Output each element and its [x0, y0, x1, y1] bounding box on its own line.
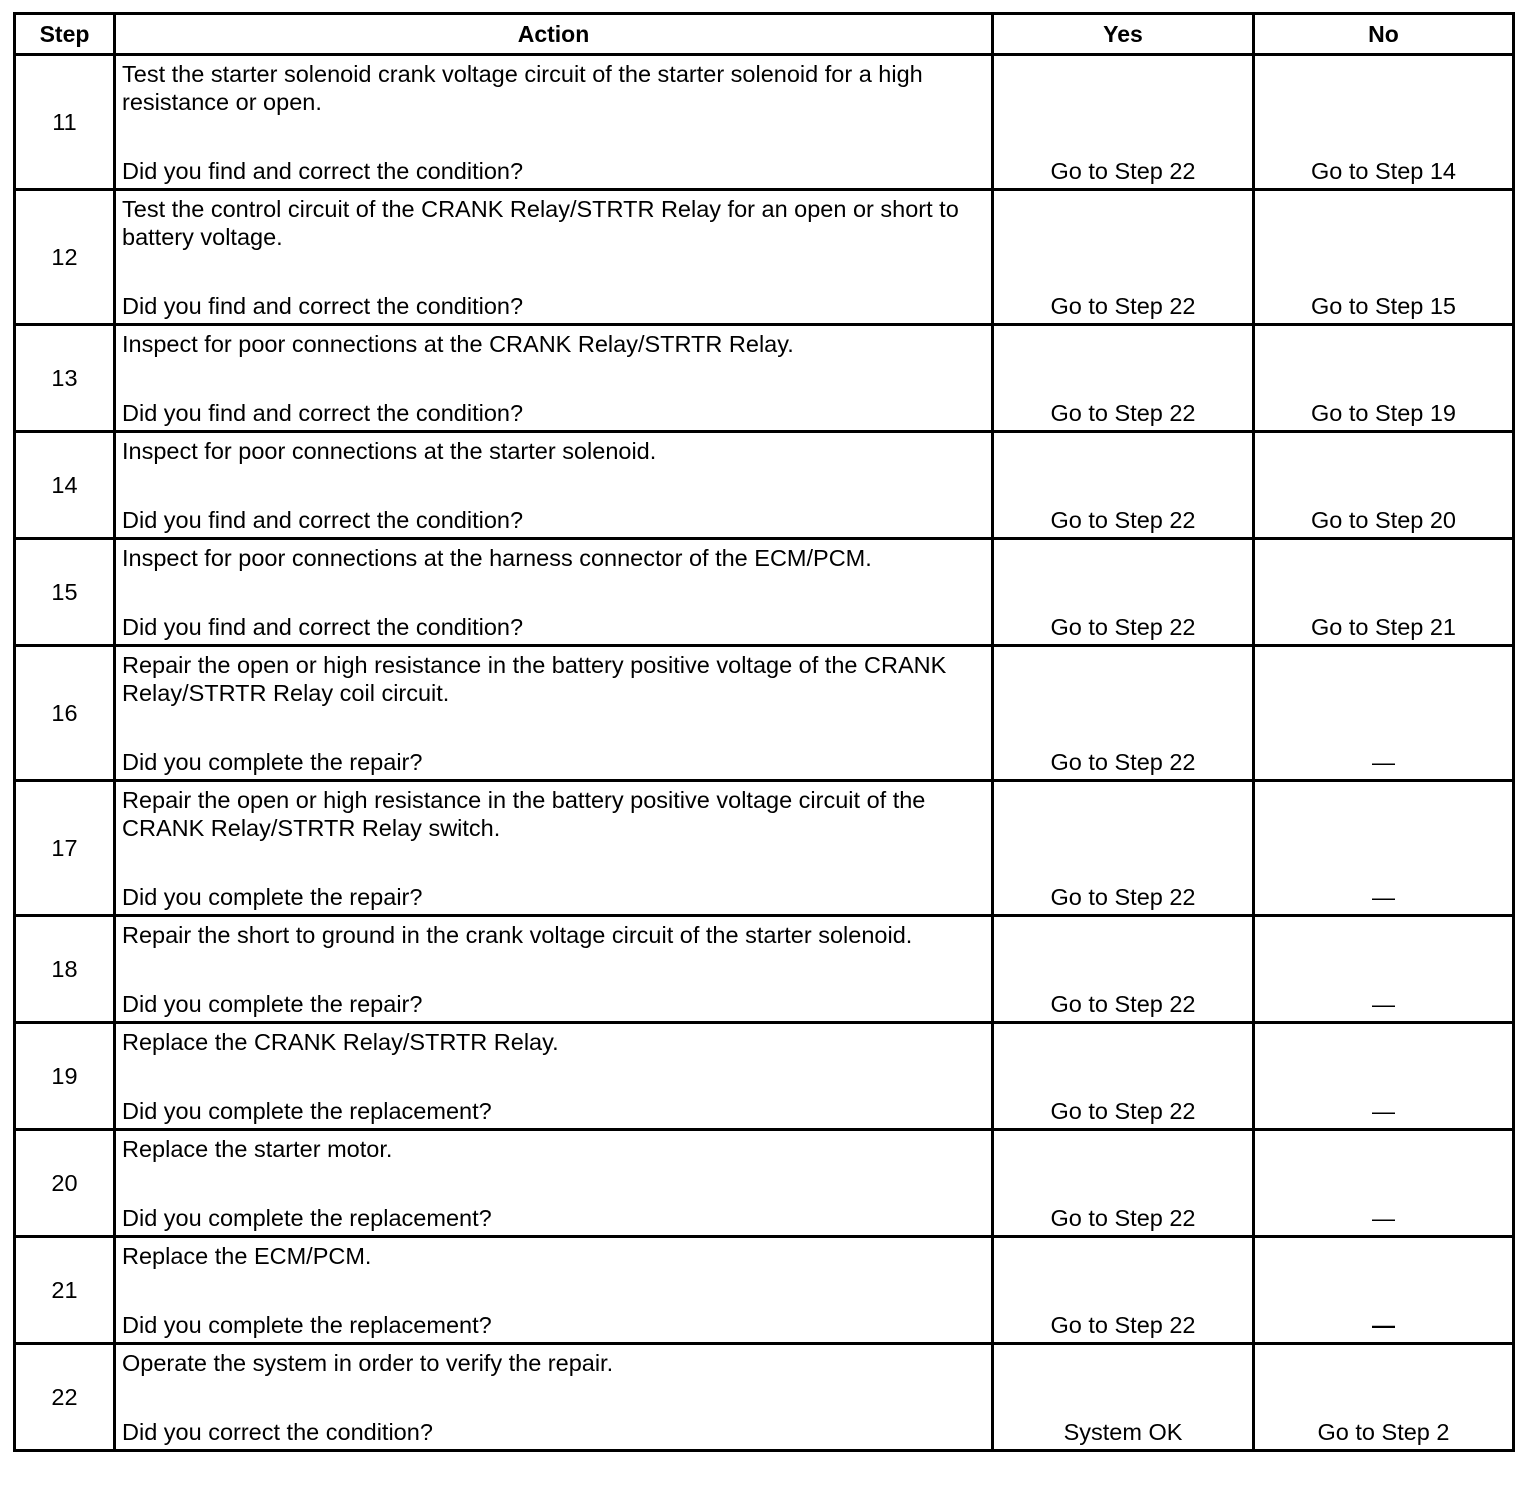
no-result: —: [1372, 1312, 1395, 1338]
yes-result: Go to Step 22: [1050, 507, 1196, 533]
action-cell: [115, 432, 993, 539]
yes-cell: [993, 1344, 1254, 1451]
action-question: Did you find and correct the condition?: [122, 293, 524, 319]
yes-result: Go to Step 22: [1050, 293, 1196, 319]
no-result: Go to Step 15: [1310, 293, 1457, 319]
yes-result: Go to Step 22: [1050, 749, 1196, 775]
no-result: Go to Step 19: [1310, 400, 1457, 426]
action-question: Did you complete the repair?: [122, 884, 423, 910]
action-question: Did you find and correct the condition?: [122, 614, 524, 640]
no-cell: [1254, 1344, 1514, 1451]
action-question: Did you complete the replacement?: [122, 1098, 492, 1124]
yes-result: Go to Step 22: [1050, 884, 1196, 910]
no-cell: [1254, 325, 1514, 432]
table-row: [15, 539, 1514, 646]
table-row: [15, 55, 1514, 190]
step-number: 14: [15, 432, 115, 539]
table-row: [15, 325, 1514, 432]
yes-result: System OK: [1063, 1419, 1183, 1445]
action-question: Did you complete the repair?: [122, 749, 423, 775]
no-cell: [1254, 1237, 1514, 1344]
yes-cell: [993, 190, 1254, 325]
no-cell: [1254, 190, 1514, 325]
step-number: 15: [15, 539, 115, 646]
action-text: Inspect for poor connections at the starter solenoid.: [122, 438, 657, 464]
no-result: —: [1372, 991, 1395, 1017]
step-number: 16: [15, 646, 115, 781]
yes-cell: [993, 325, 1254, 432]
yes-cell: [993, 432, 1254, 539]
step-number: 17: [15, 781, 115, 916]
action-text: Test the control circuit of the CRANK Relay/STRTR Relay for an open or short to battery voltage.: [122, 196, 959, 250]
action-question: Did you complete the repair?: [122, 991, 423, 1017]
yes-result: Go to Step 22: [1050, 400, 1196, 426]
action-cell: [115, 1130, 993, 1237]
yes-cell: [993, 781, 1254, 916]
no-result: Go to Step 20: [1310, 507, 1457, 533]
action-text: Inspect for poor connections at the CRANK Relay/STRTR Relay.: [122, 331, 794, 357]
yes-cell: [993, 1130, 1254, 1237]
action-cell: [115, 1023, 993, 1130]
action-text: Replace the CRANK Relay/STRTR Relay.: [122, 1029, 559, 1055]
table-row: [15, 1344, 1514, 1451]
yes-result: Go to Step 22: [1050, 614, 1196, 640]
action-cell: [115, 325, 993, 432]
table-row: [15, 1130, 1514, 1237]
action-question: Did you find and correct the condition?: [122, 158, 524, 184]
yes-cell: [993, 539, 1254, 646]
yes-cell: [993, 55, 1254, 190]
no-cell: [1254, 1130, 1514, 1237]
no-result: —: [1372, 884, 1395, 910]
diagnostic-table: [13, 12, 1515, 1452]
action-text: Replace the ECM/PCM.: [122, 1243, 372, 1269]
action-text: Replace the starter motor.: [122, 1136, 393, 1162]
no-result: Go to Step 2: [1317, 1419, 1450, 1445]
action-question: Did you find and correct the condition?: [122, 507, 524, 533]
yes-result: Go to Step 22: [1050, 1098, 1196, 1124]
yes-cell: [993, 1237, 1254, 1344]
yes-result: Go to Step 22: [1050, 991, 1196, 1017]
action-cell: [115, 781, 993, 916]
no-result: —: [1372, 1098, 1395, 1124]
step-number: 12: [15, 190, 115, 325]
step-number: 11: [15, 55, 115, 190]
action-question: Did you complete the replacement?: [122, 1205, 492, 1231]
no-result: —: [1372, 749, 1395, 775]
action-cell: [115, 1237, 993, 1344]
yes-cell: [993, 646, 1254, 781]
step-number: 13: [15, 325, 115, 432]
action-text: Repair the open or high resistance in the battery positive voltage circuit of the CRANK Relay/STRTR Relay switch.: [122, 787, 926, 841]
action-text: Operate the system in order to verify the repair.: [122, 1350, 614, 1376]
action-text: Test the starter solenoid crank voltage circuit of the starter solenoid for a high resistance or open.: [122, 61, 923, 115]
action-question: Did you correct the condition?: [122, 1419, 433, 1445]
action-cell: [115, 646, 993, 781]
action-text: Repair the open or high resistance in the battery positive voltage of the CRANK Relay/STRTR Relay coil circuit.: [122, 652, 947, 706]
step-number: 21: [15, 1237, 115, 1344]
no-cell: [1254, 432, 1514, 539]
no-cell: [1254, 539, 1514, 646]
table-row: [15, 432, 1514, 539]
table-row: [15, 916, 1514, 1023]
yes-result: Go to Step 22: [1050, 158, 1196, 184]
no-cell: [1254, 781, 1514, 916]
action-question: Did you complete the replacement?: [122, 1312, 492, 1338]
step-number: 19: [15, 1023, 115, 1130]
step-number: 20: [15, 1130, 115, 1237]
action-question: Did you find and correct the condition?: [122, 400, 524, 426]
no-cell: [1254, 646, 1514, 781]
action-cell: [115, 539, 993, 646]
no-result: Go to Step 21: [1310, 614, 1457, 640]
table-row: [15, 190, 1514, 325]
yes-result: Go to Step 22: [1050, 1312, 1196, 1338]
no-result: —: [1372, 1205, 1395, 1231]
no-result: Go to Step 14: [1310, 158, 1457, 184]
header-no: No: [1254, 14, 1514, 55]
table-row: [15, 1237, 1514, 1344]
action-cell: [115, 55, 993, 190]
no-cell: [1254, 1023, 1514, 1130]
action-cell: [115, 190, 993, 325]
header-yes: Yes: [993, 14, 1254, 55]
no-cell: [1254, 55, 1514, 190]
yes-result: Go to Step 22: [1050, 1205, 1196, 1231]
table-row: [15, 1023, 1514, 1130]
action-cell: [115, 1344, 993, 1451]
header-step: Step: [15, 14, 115, 55]
step-number: 18: [15, 916, 115, 1023]
no-cell: [1254, 916, 1514, 1023]
action-text: Repair the short to ground in the crank voltage circuit of the starter solenoid.: [122, 922, 913, 948]
header-action: Action: [115, 14, 993, 55]
step-number: 22: [15, 1344, 115, 1451]
action-text: Inspect for poor connections at the harness connector of the ECM/PCM.: [122, 545, 872, 571]
table-header-row: [15, 14, 1514, 55]
yes-cell: [993, 916, 1254, 1023]
table-row: [15, 646, 1514, 781]
yes-cell: [993, 1023, 1254, 1130]
table-row: [15, 781, 1514, 916]
action-cell: [115, 916, 993, 1023]
